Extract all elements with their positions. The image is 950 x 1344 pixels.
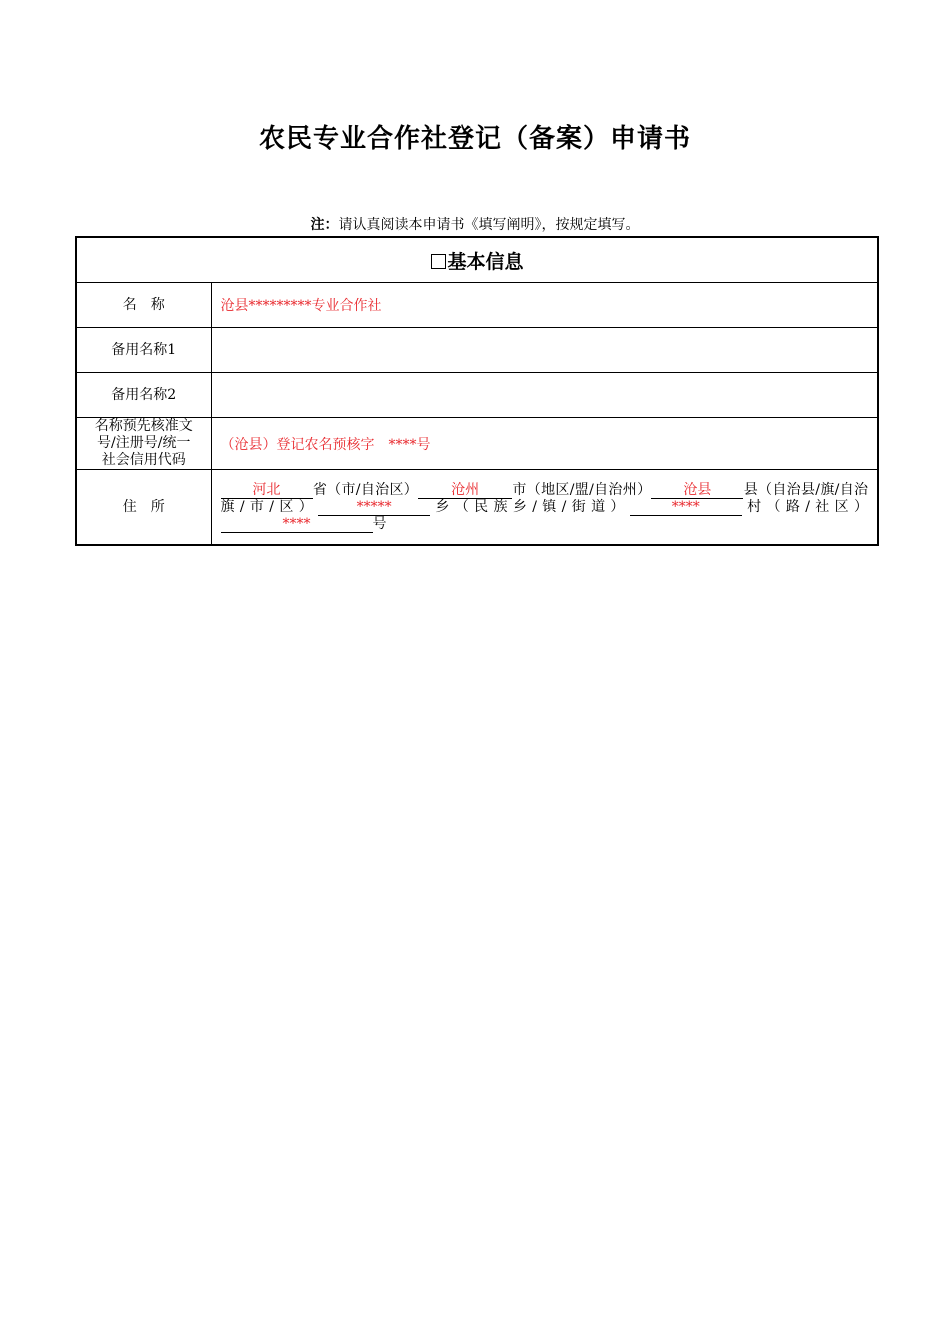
name-row <box>76 283 878 328</box>
alt-name-1-row <box>76 328 878 373</box>
basic-info-table <box>75 236 879 546</box>
village-suffix: 村（路/社区） <box>741 498 869 515</box>
section-header-row <box>76 237 878 283</box>
name-field[interactable]: 沧县*********专业合作社 <box>211 283 878 328</box>
city-suffix: 市（地区/盟/自治州） <box>512 481 652 498</box>
address-text <box>212 482 878 533</box>
township-input[interactable]: ***** <box>318 500 430 516</box>
address-label: 住 所 <box>76 470 211 546</box>
alt-name-1-label: 备用名称1 <box>76 328 211 373</box>
township-suffix: 乡（民族乡/镇/街道） <box>430 498 630 515</box>
section-title: 基本信息 <box>447 250 524 273</box>
approval-no-label-line1: 名称预先核准文 <box>94 418 193 434</box>
alt-name-2-row <box>76 373 878 418</box>
province-suffix: 省（市/自治区） <box>312 481 419 498</box>
alt-name-2-field[interactable] <box>211 373 878 418</box>
alt-name-1-field[interactable] <box>211 328 878 373</box>
section-header <box>76 237 878 283</box>
house-number-suffix: 号 <box>372 515 387 532</box>
note-text: 请认真阅读本申请书《填写阐明》，按规定填写。 <box>338 217 640 233</box>
county-input[interactable]: 沧县 <box>651 483 743 499</box>
approval-no-label <box>76 418 211 470</box>
address-field <box>211 470 878 546</box>
house-number-input[interactable]: **** <box>221 517 373 533</box>
province-input[interactable]: 河北 <box>221 483 313 499</box>
alt-name-2-label: 备用名称2 <box>76 373 211 418</box>
approval-no-label-line2: 号/注册号/统一 <box>97 435 191 451</box>
approval-no-row <box>76 418 878 470</box>
instruction-note <box>0 214 950 234</box>
note-label: 注： <box>310 217 339 233</box>
approval-no-label-line3: 社会信用代码 <box>101 452 186 468</box>
approval-no-field[interactable]: （沧县）登记农名预核字 ****号 <box>211 418 878 470</box>
county-suffix: 县（自治县/旗/自治旗/市/区） <box>220 481 869 515</box>
section-checkbox-icon[interactable] <box>431 254 446 269</box>
page-title: 农民专业合作社登记（备案）申请书 <box>258 124 691 154</box>
city-input[interactable]: 沧州 <box>418 483 512 499</box>
village-input[interactable]: **** <box>630 500 742 516</box>
name-label: 名 称 <box>76 283 211 328</box>
address-row <box>76 470 878 546</box>
